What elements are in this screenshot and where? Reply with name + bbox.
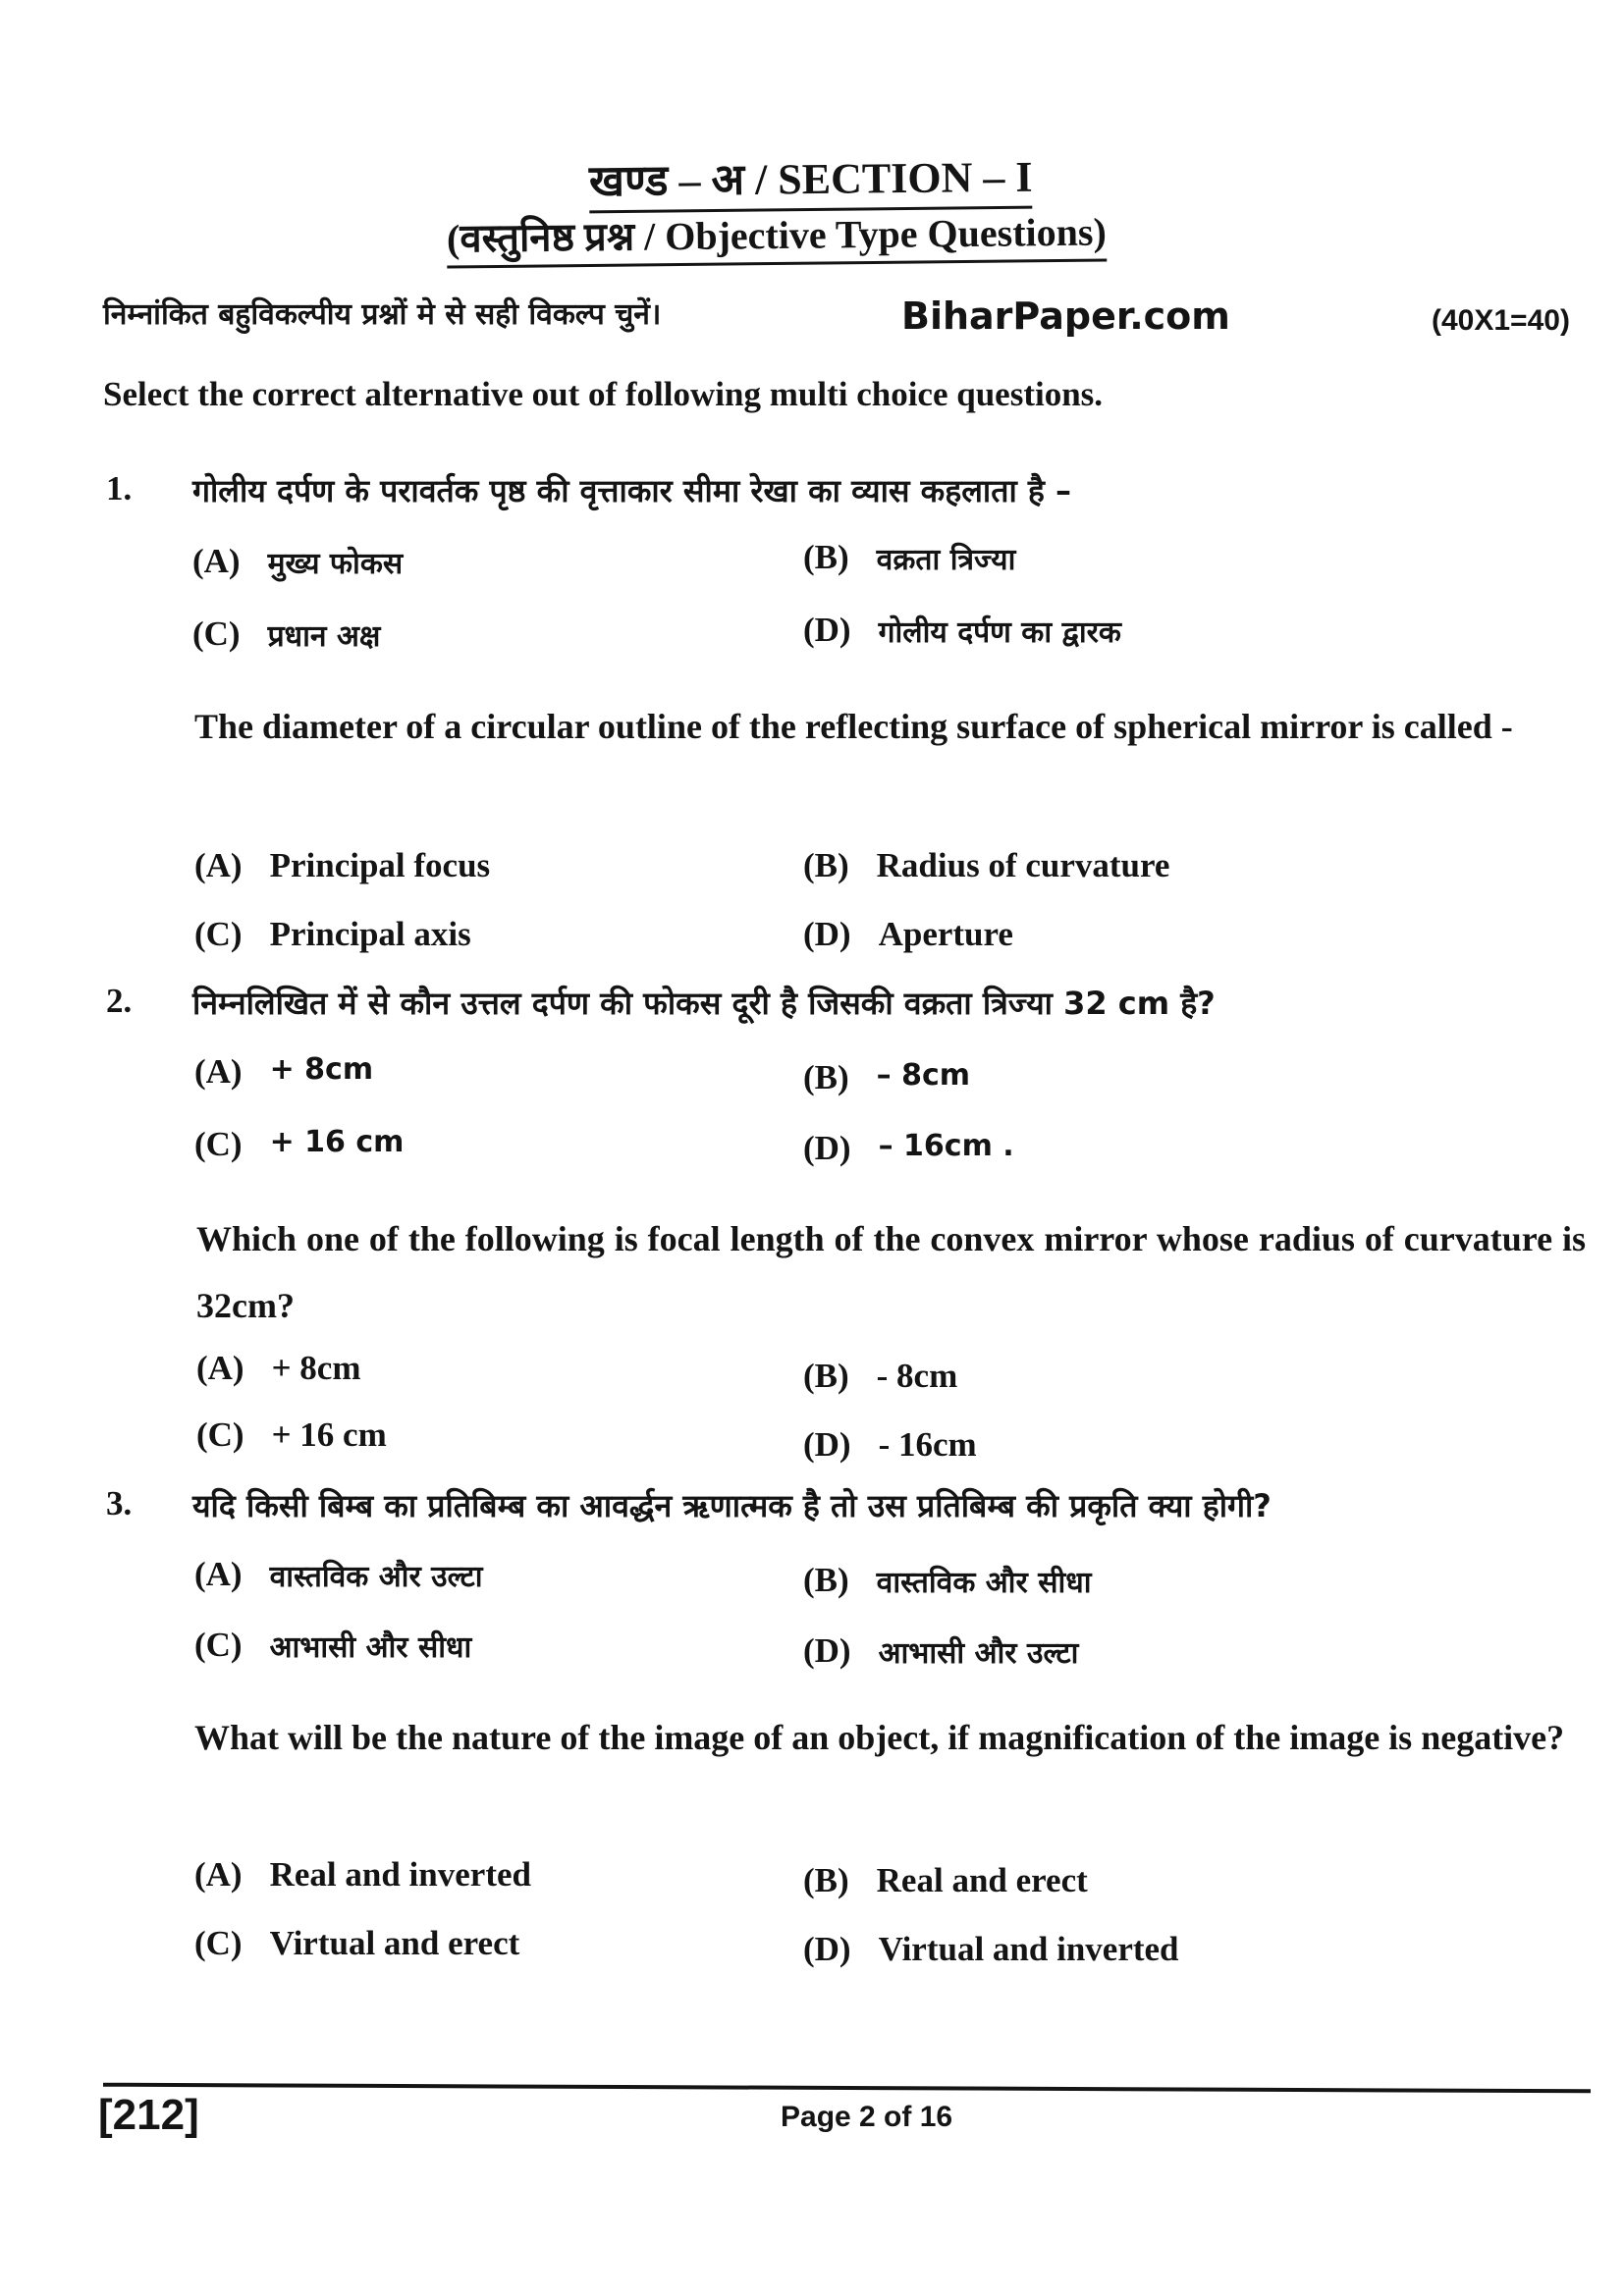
option-text: Real and inverted [269,1855,531,1894]
option-text: प्रधान अक्ष [267,619,381,654]
option-text: - 16cm [878,1425,977,1464]
option-label: (C) [194,1125,243,1163]
option-text: – 8cm [876,1058,971,1093]
option-b-english[interactable] [803,1357,957,1396]
paper-code: [212] [98,2091,199,2139]
option-c-hindi[interactable] [192,614,380,655]
option-label: (A) [194,846,243,884]
option-a-english[interactable] [194,846,490,885]
option-text: + 8cm [271,1349,361,1387]
option-label: (C) [194,1626,243,1664]
option-label: (D) [803,1930,851,1968]
option-label: (C) [194,1924,243,1962]
option-b-hindi[interactable] [803,1058,970,1097]
option-text: Virtual and inverted [878,1930,1179,1968]
option-text: – 16cm . [878,1129,1014,1163]
option-a-english[interactable] [196,1349,360,1388]
option-label: (D) [803,1129,851,1167]
question-text-hindi: यदि किसी बिम्ब का प्रतिबिम्ब का आवर्द्धन ऋणात्मक है तो उस प्रतिबिम्ब की प्रकृति क्या होगी? [192,1487,1272,1524]
option-c-english[interactable] [196,1415,387,1455]
option-label: (C) [194,915,243,953]
footer-divider [103,2083,1591,2094]
section-title: खण्ड – अ / SECTION – I [589,145,1033,214]
option-label: (A) [196,1349,244,1387]
option-label: (A) [194,1855,243,1894]
option-a-hindi[interactable] [194,1555,483,1595]
option-d-english[interactable] [803,1425,977,1465]
option-text: Principal focus [269,846,491,884]
option-text: वास्तविक और सीधा [876,1566,1092,1600]
option-label: (B) [803,538,849,576]
option-b-english[interactable] [803,846,1169,885]
option-label: (C) [196,1415,244,1454]
option-d-english[interactable] [803,915,1013,954]
option-a-hindi[interactable] [194,1052,373,1092]
option-text: Virtual and erect [269,1924,520,1962]
question-number: 1. [106,469,133,507]
option-d-hindi[interactable] [803,1631,1078,1672]
option-text: वक्रता त्रिज्या [876,543,1016,577]
option-label: (B) [803,1058,849,1096]
option-label: (A) [194,1052,243,1091]
option-a-english[interactable] [194,1855,531,1895]
page-number: Page 2 of 16 [781,2101,953,2133]
question-text-english: Which one of the following is focal length of the convex mirror whose radius of curvature is 32cm? [196,1219,1586,1325]
option-text: Principal axis [269,915,471,953]
option-d-hindi[interactable] [803,611,1121,651]
option-text: + 16 cm [271,1415,387,1454]
option-text: गोलीय दर्पण का द्वारक [878,615,1121,650]
option-text: Real and erect [876,1861,1088,1899]
question-number: 2. [106,982,133,1020]
option-b-hindi[interactable] [803,538,1015,578]
section-subtitle: (वस्तुनिष्ठ प्रश्न / Objective Type Questions) [447,202,1107,268]
watermark-link[interactable]: BiharPaper.com [901,294,1230,338]
option-c-english[interactable] [194,915,471,954]
question-text-english: The diameter of a circular outline of the reflecting surface of spherical mirror is called - [194,707,1513,746]
option-label: (A) [192,542,241,580]
question-text-hindi: गोलीय दर्पण के परावर्तक पृष्ठ की वृत्ताकार सीमा रेखा का व्यास कहलाता है – [192,472,1072,509]
option-c-hindi[interactable] [194,1626,471,1666]
question-text-hindi: निम्नलिखित में से कौन उत्तल दर्पण की फोकस दूरी है जिसकी वक्रता त्रिज्या 32 cm है? [192,985,1216,1022]
option-text: वास्तविक और उल्टा [269,1560,483,1594]
option-label: (D) [803,611,851,649]
option-label: (B) [803,846,849,884]
option-label: (D) [803,1425,851,1464]
option-label: (C) [192,614,241,653]
instruction-hindi: निम्नांकित बहुविकल्पीय प्रश्नों मे से सही विकल्प चुनें। [103,297,662,332]
option-label: (A) [194,1555,243,1593]
option-text: मुख्य फोकस [267,547,404,581]
instruction-english: Select the correct alternative out of following multi choice questions. [103,375,1104,413]
option-label: (D) [803,915,851,953]
option-text: - 8cm [876,1357,958,1395]
option-d-english[interactable] [803,1930,1179,1969]
option-text: आभासी और उल्टा [878,1636,1079,1671]
option-text: Aperture [878,915,1013,953]
option-c-english[interactable] [194,1924,519,1963]
option-b-english[interactable] [803,1861,1088,1900]
option-d-hindi[interactable] [803,1129,1014,1168]
option-c-hindi[interactable] [194,1125,404,1164]
option-b-hindi[interactable] [803,1561,1092,1601]
option-text: + 16 cm [269,1125,405,1159]
option-a-hindi[interactable] [192,542,403,582]
marks-distribution: (40X1=40) [1432,304,1570,337]
option-text: + 8cm [269,1052,374,1087]
option-label: (B) [803,1357,849,1395]
option-label: (D) [803,1631,851,1670]
question-text-english: What will be the nature of the image of an object, if magnification of the image is negative? [194,1718,1565,1757]
option-label: (B) [803,1561,849,1599]
option-text: Radius of curvature [876,846,1170,884]
question-number: 3. [106,1484,133,1522]
option-text: आभासी और सीधा [269,1630,472,1665]
option-label: (B) [803,1861,849,1899]
